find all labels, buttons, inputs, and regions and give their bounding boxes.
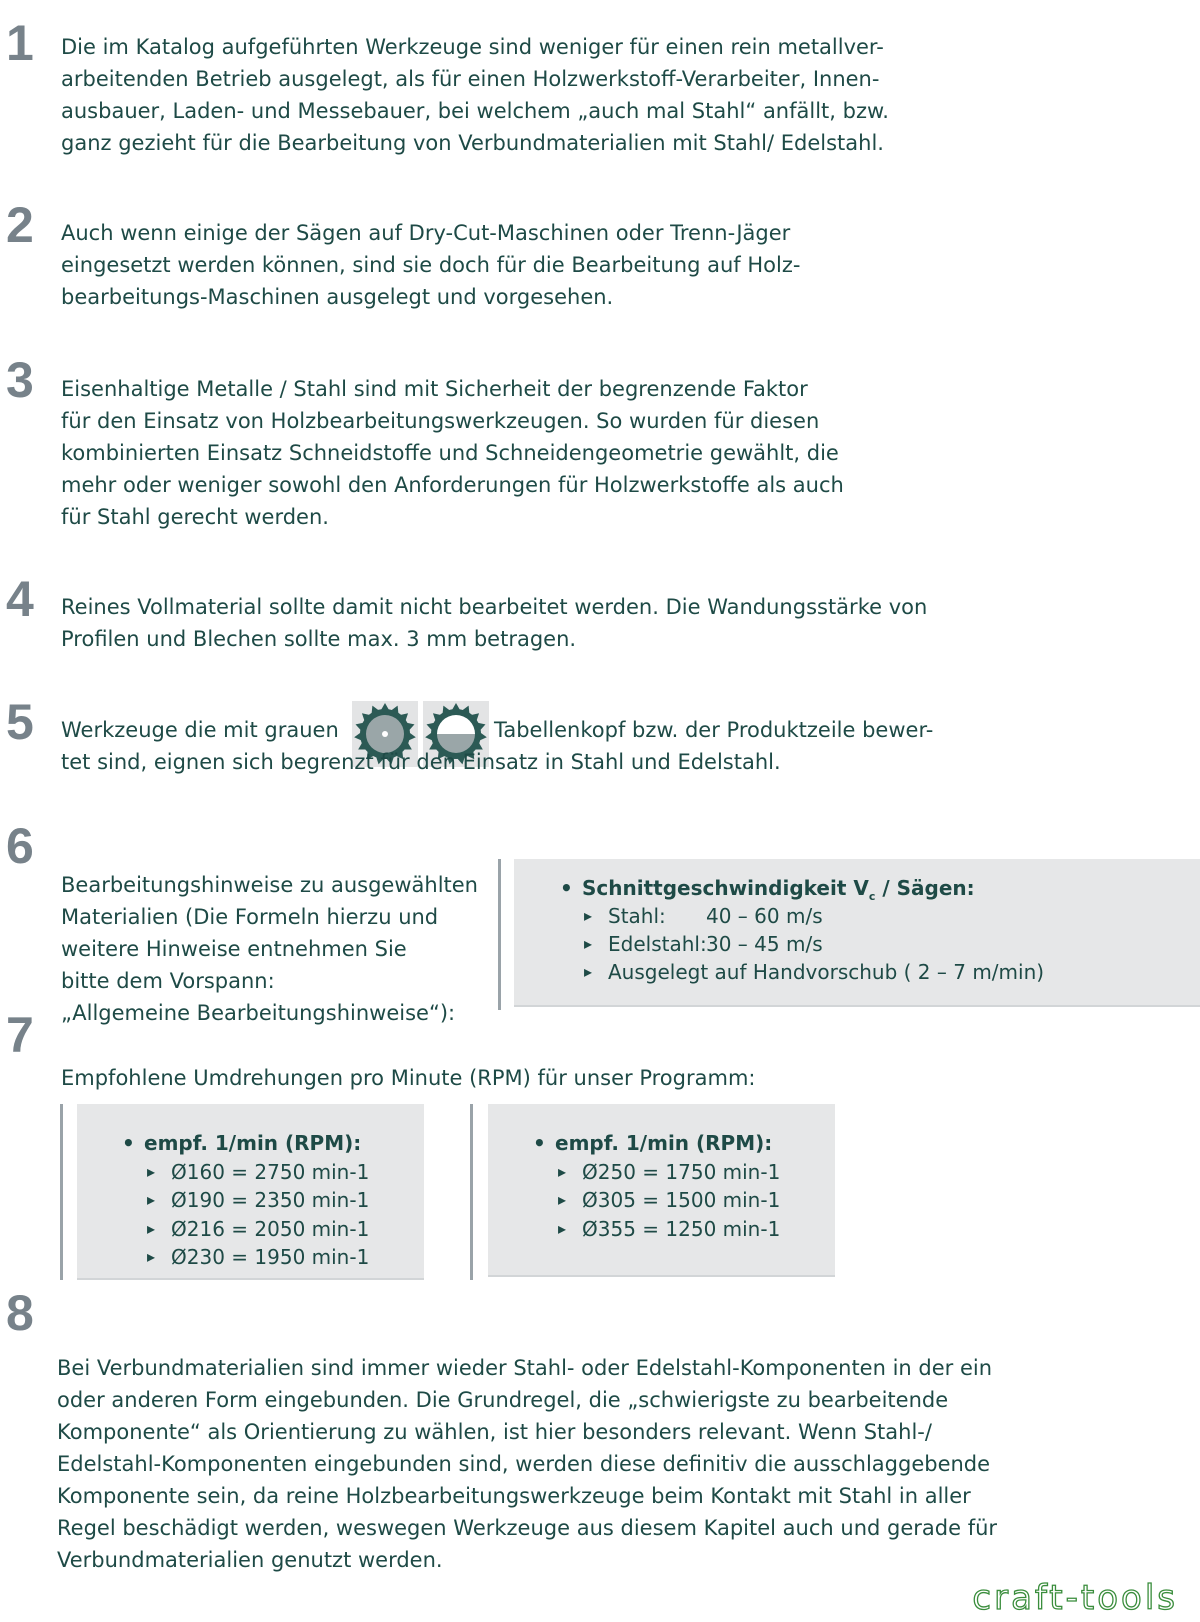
section-number-7: 7	[6, 1007, 34, 1063]
speed-label: Stahl:	[608, 904, 666, 928]
speed-item-stainless	[608, 932, 823, 956]
speed-item-steel	[608, 904, 823, 928]
cutting-speed-heading	[582, 876, 975, 903]
rpm-item: ▸ Ø190 = 2350 min-1	[171, 1188, 369, 1212]
text-line: „Allgemeine Bearbeitungshinweise“):	[61, 1001, 456, 1025]
rpm-box-small	[77, 1104, 424, 1280]
text-line: Die im Katalog aufgeführten Werkzeuge sind weniger für einen rein metallver-	[61, 35, 884, 59]
section-5-line-2	[61, 746, 781, 778]
text-line: für Stahl gerecht werden.	[61, 505, 329, 529]
section-number-8: 8	[6, 1285, 34, 1341]
section-3-text	[61, 373, 844, 533]
section-5-line-1-before	[61, 714, 339, 746]
section-5-line-1-after	[494, 714, 933, 746]
text-line: mehr oder weniger sowohl den Anforderungen für Holzwerkstoffe als auch	[61, 473, 844, 497]
divider-line	[498, 859, 501, 1010]
rpm-item: ▸ Ø160 = 2750 min-1	[171, 1160, 369, 1184]
text-line: Empfohlene Umdrehungen pro Minute (RPM) für unser Programm:	[61, 1066, 756, 1090]
speed-label: Ausgelegt auf Handvorschub ( 2 – 7 m/min)	[608, 960, 1045, 984]
rpm-heading: • empf. 1/min (RPM):	[144, 1131, 361, 1155]
text-line: kombinierten Einsatz Schneidstoffe und Schneidengeometrie gewählt, die	[61, 441, 839, 465]
text-line: Edelstahl-Komponenten eingebunden sind, werden diese definitiv die ausschlaggebende	[57, 1452, 991, 1476]
text-line: weitere Hinweise entnehmen Sie	[61, 937, 407, 961]
heading-text: Schnittgeschwindigkeit V	[582, 876, 869, 900]
text-line: Auch wenn einige der Sägen auf Dry-Cut-Maschinen oder Trenn-Jäger	[61, 221, 791, 245]
section-number-4: 4	[6, 571, 34, 627]
speed-label: Edelstahl:	[608, 932, 707, 956]
rpm-item: ▸ Ø355 = 1250 min-1	[582, 1217, 780, 1241]
text-line: tet sind, eignen sich begrenzt für den Einsatz in Stahl und Edelstahl.	[61, 750, 781, 774]
text-line: ausbauer, Laden- und Messebauer, bei welchem „auch mal Stahl“ anfällt, bzw.	[61, 99, 889, 123]
text-line: Werkzeuge die mit grauen	[61, 718, 339, 742]
section-1-text	[61, 31, 889, 159]
text-line: Komponente“ als Orientierung zu wählen, ist hier besonders relevant. Wenn Stahl-/	[57, 1420, 932, 1444]
text-line: ganz gezieht für die Bearbeitung von Verbundmaterialien mit Stahl/ Edelstahl.	[61, 131, 884, 155]
cutting-speed-box	[514, 859, 1200, 1007]
rpm-item: ▸ Ø216 = 2050 min-1	[171, 1217, 369, 1241]
text-line: Reines Vollmaterial sollte damit nicht bearbeitet werden. Die Wandungsstärke von	[61, 595, 928, 619]
rpm-box-large	[488, 1104, 835, 1277]
text-line: arbeitenden Betrieb ausgelegt, als für einen Holzwerkstoff-Verarbeiter, Innen-	[61, 67, 880, 91]
text-line: Verbundmaterialien genutzt werden.	[57, 1548, 443, 1572]
section-number-1: 1	[6, 15, 34, 71]
section-4-text	[61, 591, 927, 655]
section-number-6: 6	[6, 818, 34, 874]
text-line: Profilen und Blechen sollte max. 3 mm betragen.	[61, 627, 577, 651]
text-line: Eisenhaltige Metalle / Stahl sind mit Sicherheit der begrenzende Faktor	[61, 377, 808, 401]
section-6-text	[61, 869, 478, 1029]
text-line: Materialien (Die Formeln hierzu und	[61, 905, 439, 929]
speed-item-feed	[608, 960, 1044, 984]
text-line: Bei Verbundmaterialien sind immer wieder Stahl- oder Edelstahl-Komponenten in der ein	[57, 1356, 993, 1380]
section-7-text	[61, 1062, 755, 1094]
rpm-heading: • empf. 1/min (RPM):	[555, 1131, 772, 1155]
section-8-text	[57, 1352, 997, 1576]
rpm-item: ▸ Ø305 = 1500 min-1	[582, 1188, 780, 1212]
text-line: eingesetzt werden können, sind sie doch für die Bearbeitung auf Holz-	[61, 253, 801, 277]
text-line: Bearbeitungshinweise zu ausgewählten	[61, 873, 478, 897]
section-number-2: 2	[6, 197, 34, 253]
text-line: Regel beschädigt werden, weswegen Werkzeuge aus diesem Kapitel auch und gerade für	[57, 1516, 998, 1540]
divider-line	[470, 1104, 473, 1280]
text-line: bearbeitungs-Maschinen ausgelegt und vorgesehen.	[61, 285, 614, 309]
section-2-text	[61, 217, 800, 313]
divider-line	[60, 1104, 63, 1280]
brand-logo: craft-tools	[972, 1578, 1178, 1618]
text-line: Tabellenkopf bzw. der Produktzeile bewer-	[494, 718, 934, 742]
heading-subscript: c	[868, 890, 876, 903]
speed-value: 40 – 60 m/s	[706, 904, 823, 928]
rpm-item: ▸ Ø250 = 1750 min-1	[582, 1160, 780, 1184]
text-line: bitte dem Vorspann:	[61, 969, 275, 993]
text-line: oder anderen Form eingebunden. Die Grundregel, die „schwierigste zu bearbeitende	[57, 1388, 949, 1412]
speed-value: 30 – 45 m/s	[706, 932, 823, 956]
text-line: Komponente sein, da reine Holzbearbeitungswerkzeuge beim Kontakt mit Stahl in aller	[57, 1484, 971, 1508]
rpm-item: ▸ Ø230 = 1950 min-1	[171, 1245, 369, 1269]
section-number-5: 5	[6, 694, 34, 750]
text-line: für den Einsatz von Holzbearbeitungswerkzeugen. So wurden für diesen	[61, 409, 820, 433]
section-number-3: 3	[6, 352, 34, 408]
heading-tail: / Sägen:	[875, 876, 975, 900]
